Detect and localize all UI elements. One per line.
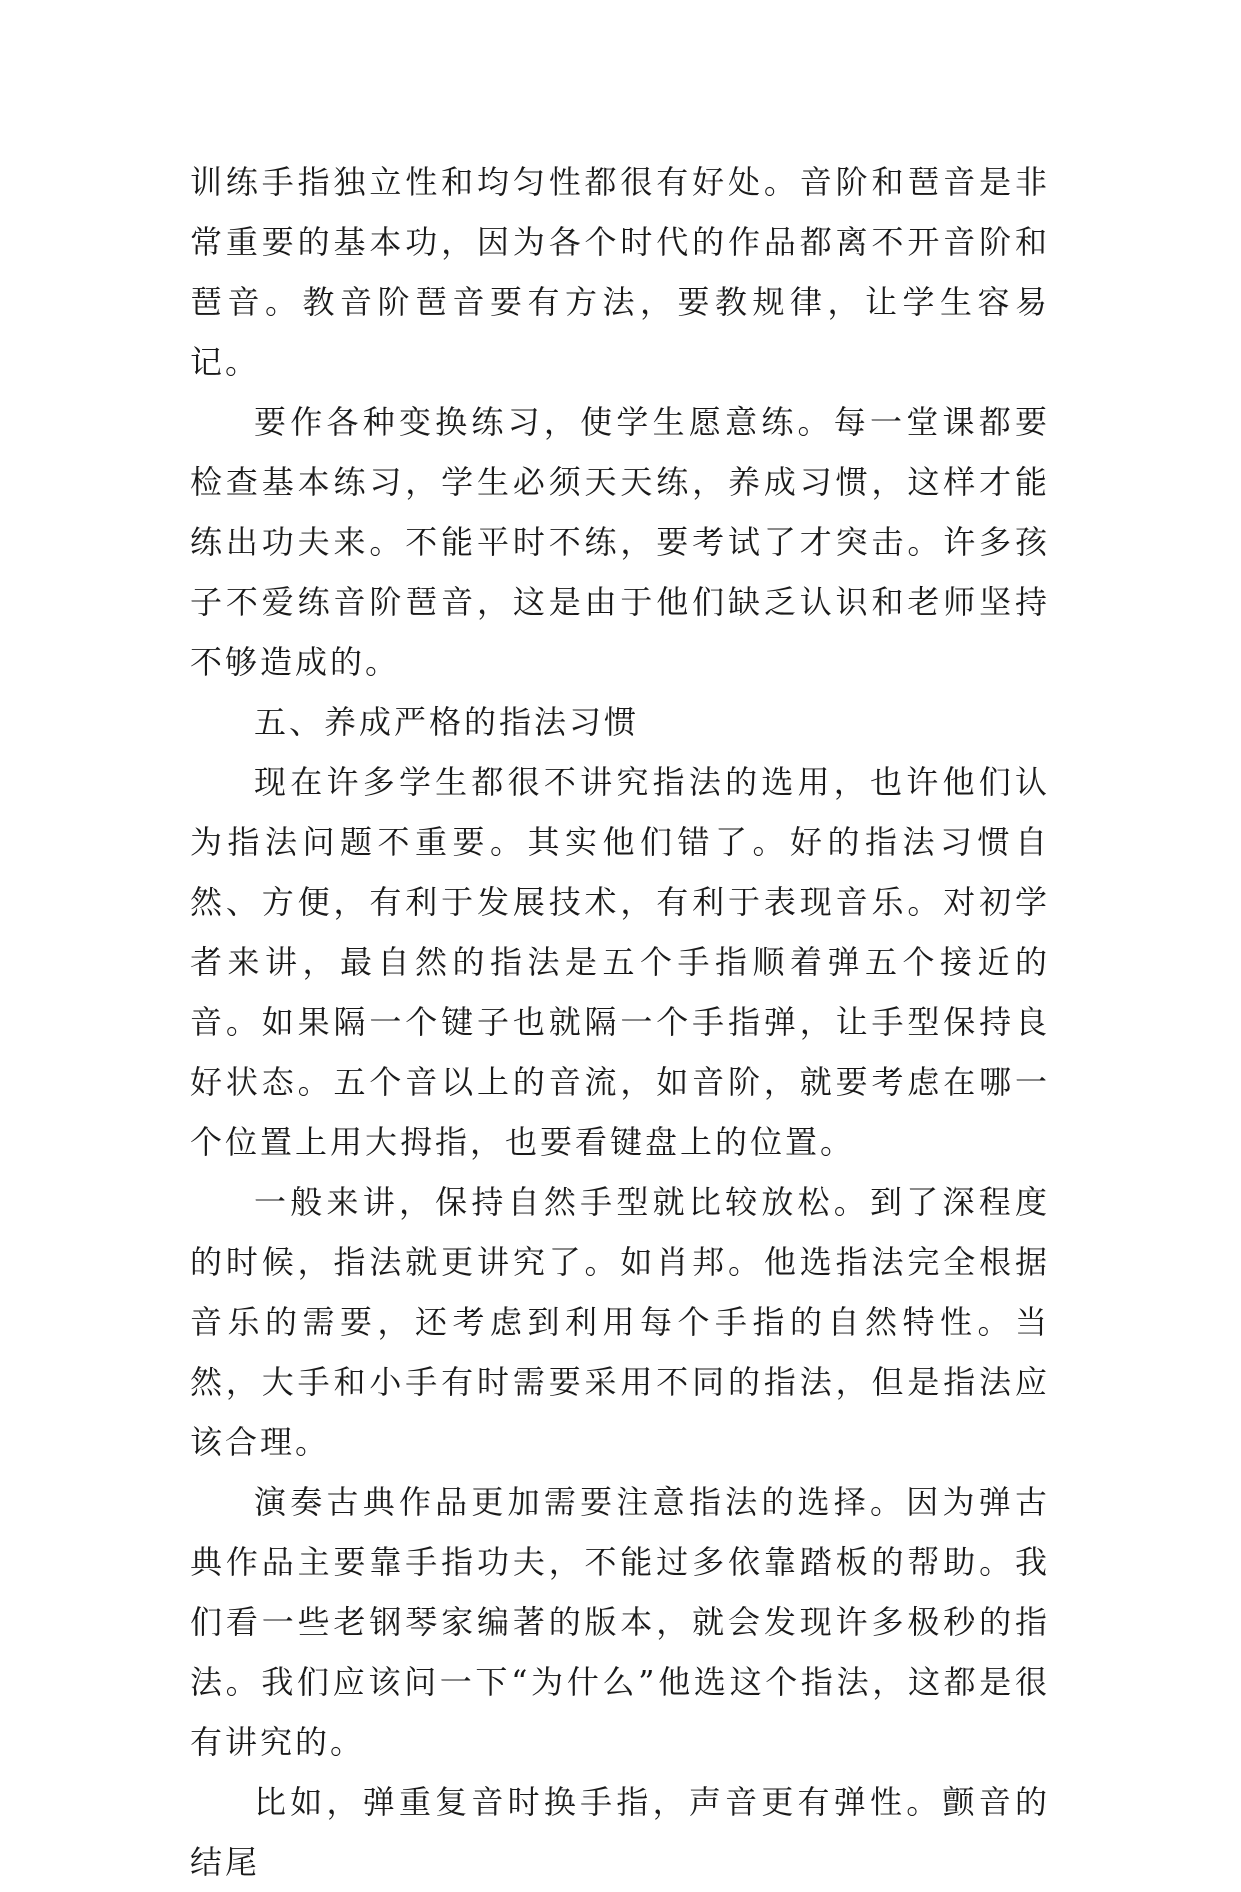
paragraph-6: 比如，弹重复音时换手指，声音更有弹性。颤音的结尾	[190, 1783, 1050, 1881]
paragraph-5: 演奏古典作品更加需要注意指法的选择。因为弹古典作品主要靠手指功夫，不能过多依靠踏板的帮助。我们看一些老钢琴家编著的版本，就会发现许多极秒的指法。我们应该问一下“为什么”他选这个指法，这都是很有讲究的。	[190, 1483, 1050, 1761]
paragraph-4: 一般来讲，保持自然手型就比较放松。到了深程度的时候，指法就更讲究了。如肖邦。他选指法完全根据音乐的需要，还考虑到利用每个手指的自然特性。当然，大手和小手有时需要采用不同的指法，但是指法应该合理。	[190, 1183, 1050, 1461]
document-body	[190, 152, 1050, 1892]
paragraph-1: 训练手指独立性和均匀性都很有好处。音阶和琶音是非常重要的基本功，因为各个时代的作品都离不开音阶和琶音。教音阶琶音要有方法，要教规律，让学生容易记。	[190, 163, 1050, 381]
section-heading: 五、养成严格的指法习惯	[254, 703, 640, 741]
paragraph-3: 现在许多学生都很不讲究指法的选用，也许他们认为指法问题不重要。其实他们错了。好的指法习惯自然、方便，有利于发展技术，有利于表现音乐。对初学者来讲，最自然的指法是五个手指顺着弹五个接近的音。如果隔一个键子也就隔一个手指弹，让手型保持良好状态。五个音以上的音流，如音阶，就要考虑在哪一个位置上用大拇指，也要看键盘上的位置。	[190, 763, 1050, 1161]
paragraph-2: 要作各种变换练习，使学生愿意练。每一堂课都要检查基本练习，学生必须天天练，养成习惯，这样才能练出功夫来。不能平时不练，要考试了才突击。许多孩子不爱练音阶琶音，这是由于他们缺乏认识和老师坚持不够造成的。	[190, 403, 1050, 681]
